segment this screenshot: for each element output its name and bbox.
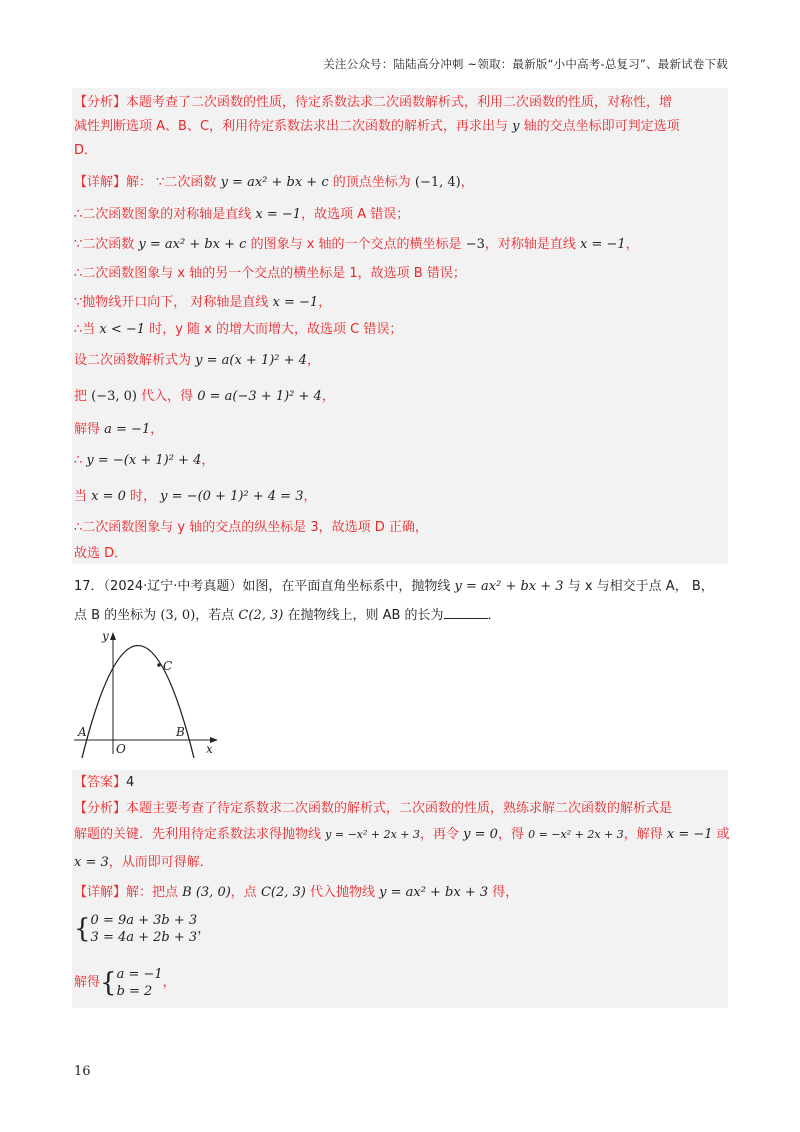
math: y = −(0 + 1)² + 4 = 3 — [160, 489, 304, 504]
text: 轴的交点坐标即可判定选项 — [519, 119, 680, 134]
answer-line — [74, 774, 134, 792]
detail-line-6 — [74, 321, 402, 339]
math: x = −1 — [580, 237, 626, 252]
text: 时， — [125, 489, 161, 504]
text: ， — [162, 975, 176, 990]
text: ，点 — [230, 885, 261, 900]
math: y = −x² + 2x + 3 — [325, 828, 421, 841]
math: x = 0 — [91, 489, 126, 504]
text: ，解得 — [623, 827, 667, 842]
analysis17-line-2 — [74, 826, 730, 844]
text: ， — [150, 422, 164, 437]
math: y = −(x + 1)² + 4 — [86, 453, 202, 468]
analysis-label: 【分析】 — [74, 801, 127, 816]
math: (3, 0) — [160, 608, 196, 623]
detail17-line-1 — [74, 884, 518, 902]
math: 0 = −x² + 2x + 3 — [528, 828, 624, 841]
question-17-line-2 — [74, 606, 501, 625]
text: 解得 — [74, 422, 105, 437]
parabola-curve — [82, 646, 194, 759]
text: 的顶点坐标为 — [328, 175, 415, 190]
solution-a: a = −1 — [116, 967, 163, 982]
text: 或 — [712, 827, 730, 842]
text: ∵抛物线开口向下， 对称轴是直线 — [74, 295, 273, 310]
math: (−1, 4) — [414, 175, 461, 190]
solution-b: b = 2 — [116, 984, 153, 999]
math: y = 0 — [463, 827, 498, 842]
math: y — [512, 119, 520, 134]
math: x = −1 — [272, 295, 319, 310]
math: B (3, 0) — [182, 885, 231, 900]
analysis-text: 本题考查了二次函数的性质，待定系数法求二次函数解析式，利用二次函数的性质，对称性，增 — [126, 95, 673, 110]
text: ． — [487, 608, 501, 623]
text: ， — [306, 353, 320, 368]
system-equations — [91, 912, 198, 946]
solution-system — [74, 966, 176, 1000]
brace-icon: { — [74, 914, 91, 944]
text: 解：把点 — [126, 885, 183, 900]
equation-2: 3 = 4a + 2b + 3 — [90, 930, 198, 945]
text: ， — [197, 921, 211, 937]
label-c: C — [163, 659, 173, 673]
text: ， — [321, 389, 335, 404]
label-a: A — [78, 725, 87, 739]
text: 代入抛物线 — [305, 885, 380, 900]
math: x = −1 — [255, 207, 302, 222]
text: 17．（2024·辽宁·中考真题）如图，在平面直角坐标系中，抛物线 — [74, 579, 455, 594]
math: y = ax² + bx + c — [138, 237, 247, 252]
text: 把 — [74, 389, 92, 404]
math: −3 — [465, 237, 485, 252]
detail-line-8 — [74, 388, 335, 406]
point-c — [157, 663, 161, 667]
text: 解题的关键．先利用待定系数法求得抛物线 — [74, 827, 326, 842]
text: ， — [318, 295, 332, 310]
answer-blank — [444, 606, 488, 619]
text: ，得 — [497, 827, 529, 842]
text: ， — [625, 237, 639, 252]
text: 解： ∵二次函数 — [126, 175, 221, 190]
y-axis-arrow — [110, 632, 116, 640]
math: x = −1 — [666, 827, 713, 842]
detail-line-9 — [74, 421, 163, 439]
text: 在抛物线上，则 AB 的长为 — [283, 608, 444, 623]
question-17-line-1 — [74, 578, 714, 596]
text: ，若点 — [195, 608, 239, 623]
label-x: x — [206, 742, 213, 756]
math: y = ax² + bx + 3 — [379, 885, 489, 900]
parabola-figure — [72, 628, 232, 758]
detail-line-3 — [74, 236, 639, 254]
text: 代入，得 — [136, 389, 198, 404]
text: ∴当 — [74, 322, 100, 337]
text: 减性判断选项 A、B、C，利用待定系数法求出二次函数的解析式，再求出与 — [74, 119, 513, 134]
text: 得， — [488, 885, 519, 900]
text: ，从而即可得解． — [108, 855, 213, 870]
label-b: B — [176, 725, 185, 739]
analysis17-line-1 — [74, 800, 672, 818]
text: ∴二次函数图象的对称轴是直线 — [74, 207, 256, 222]
detail-line-1 — [74, 174, 474, 192]
math: (−3, 0) — [91, 389, 137, 404]
text: 时，y 随 x 的增大而增大，故选项 C 错误； — [145, 322, 403, 337]
text: ∵二次函数 — [74, 237, 139, 252]
text: ，故选项 A 错误； — [301, 207, 410, 222]
detail-line-10 — [74, 452, 214, 470]
detail-line-11 — [74, 488, 317, 506]
analysis-line-1 — [74, 94, 672, 112]
label-o: O — [116, 742, 126, 756]
detail-line-13: 故选 D． — [74, 546, 128, 561]
answer-value: 4 — [126, 775, 135, 790]
detail-line-2 — [74, 206, 409, 224]
detail-line-4: ∴二次函数图象与 x 轴的另一个交点的横坐标是 1，故选项 B 错误； — [74, 266, 466, 281]
analysis-line-2 — [74, 118, 680, 136]
text: 当 — [74, 489, 92, 504]
math: y = a(x + 1)² + 4 — [195, 353, 307, 368]
math: C(2, 3) — [238, 608, 284, 623]
analysis-line-3: D． — [74, 143, 98, 158]
brace-icon: { — [100, 968, 117, 998]
solution-values — [117, 966, 163, 1000]
math: y = ax² + bx + 3 — [454, 579, 564, 594]
equation-system-1 — [74, 912, 210, 946]
math: a = −1 — [104, 422, 151, 437]
page-header: 关注公众号：陆陆高分冲刺 ~领取：最新版“小中高考-总复习”、最新试卷下载 — [323, 57, 728, 71]
label-y: y — [102, 629, 109, 643]
text: ， — [201, 453, 215, 468]
detail-line-12: ∴二次函数图象与 y 轴的交点的纵坐标是 3，故选项 D 正确， — [74, 520, 428, 535]
math: 0 = a(−3 + 1)² + 4 — [197, 389, 322, 404]
detail-label: 【详解】 — [74, 175, 127, 190]
math: x < −1 — [99, 322, 146, 337]
text: 设二次函数解析式为 — [74, 353, 196, 368]
text: 与 x 与相交于点 A， B， — [563, 579, 714, 594]
math: C(2, 3) — [260, 885, 306, 900]
text: ，对称轴是直线 — [484, 237, 580, 252]
text: ∴ — [74, 453, 87, 468]
text: ， — [303, 489, 317, 504]
text: 本题主要考查了待定系数求二次函数的解析式，二次函数的性质，熟练求解二次函数的解析式是 — [126, 801, 673, 816]
math: x = 3 — [74, 855, 109, 870]
math: y = ax² + bx + c — [220, 175, 329, 190]
solution-label: 解得 — [74, 975, 101, 990]
detail-label: 【详解】 — [74, 885, 127, 900]
text: ， — [460, 175, 474, 190]
text: 点 B 的坐标为 — [74, 608, 161, 623]
answer-label: 【答案】 — [74, 775, 127, 790]
text: 的图象与 x 轴的一个交点的横坐标是 — [246, 237, 466, 252]
detail-line-7 — [74, 352, 320, 370]
detail-line-5 — [74, 294, 331, 312]
equation-1: 0 = 9a + 3b + 3 — [90, 913, 198, 928]
text: ，再令 — [420, 827, 464, 842]
analysis17-line-3 — [74, 854, 213, 872]
analysis-label: 【分析】 — [74, 95, 127, 110]
page-number: 16 — [74, 1064, 91, 1079]
